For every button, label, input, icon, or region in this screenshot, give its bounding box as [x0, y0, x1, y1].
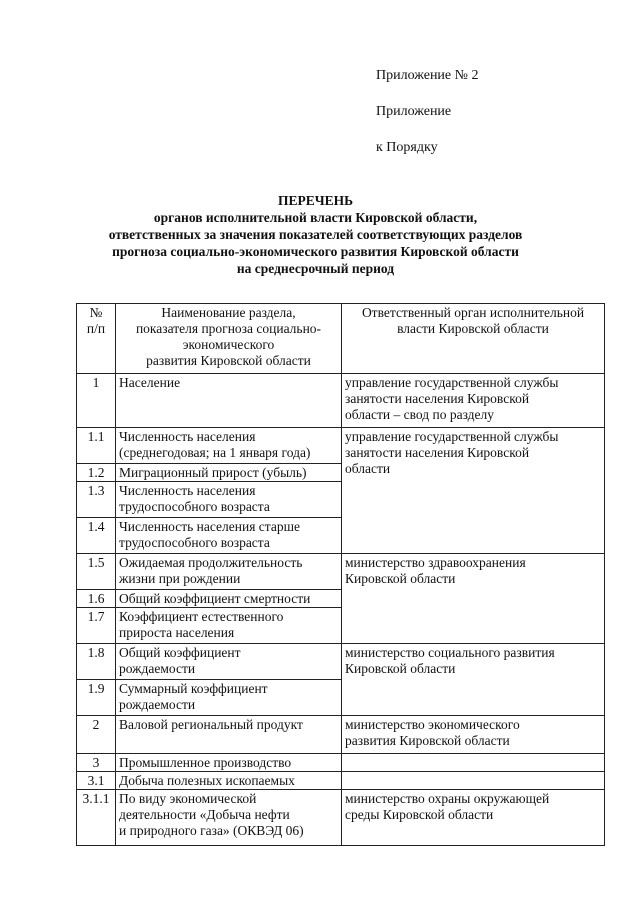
table-row: [77, 790, 605, 846]
header-text: развития Кировской области: [146, 353, 311, 368]
row-number: 1.9: [77, 680, 116, 716]
responsibility-table: [76, 303, 605, 846]
row-number: 1: [77, 374, 116, 428]
row-org-text: министерство экономического: [345, 717, 520, 732]
row-name-text: Население: [119, 375, 181, 390]
table-row: [77, 374, 605, 428]
table-row: [77, 554, 605, 590]
row-org-text: среды Кировской области: [345, 807, 494, 822]
row-org-text: развития Кировской области: [345, 733, 510, 748]
row-number: 1.8: [77, 644, 116, 680]
row-name-text: рождаемости: [119, 697, 196, 712]
table-row: [77, 716, 605, 754]
row-org-text: занятости населения Кировской: [345, 445, 530, 460]
row-name: [116, 754, 342, 772]
row-org-text: управление государственной службы: [345, 375, 559, 390]
row-name-text: деятельности «Добыча нефти: [119, 807, 290, 822]
row-name: [116, 374, 342, 428]
header-text: п/п: [86, 321, 106, 336]
row-name-text: прироста населения: [119, 625, 235, 640]
row-number: 3.1: [77, 772, 116, 790]
header-number-cell: [77, 304, 116, 374]
row-name: [116, 716, 342, 754]
row-name: [116, 608, 342, 644]
title-line: прогноза социально-экономического развития Кировской области: [112, 244, 519, 259]
row-org: [342, 790, 605, 846]
appendix-number: Приложение № 2: [376, 68, 479, 83]
row-org-text: министерство охраны окружающей: [345, 791, 550, 806]
row-name-text: жизни при рождении: [119, 571, 241, 586]
table-row: [77, 428, 605, 464]
row-name-text: Промышленное производство: [119, 755, 292, 770]
appendix-to-order: к Порядку: [376, 140, 438, 155]
row-number: 3: [77, 754, 116, 772]
row-org: [342, 754, 605, 772]
row-name-text: Численность населения: [119, 483, 256, 498]
row-name: [116, 590, 342, 608]
row-org-text: управление государственной службы: [345, 429, 559, 444]
row-org-text: министерство социального развития: [345, 645, 555, 660]
row-org: [342, 428, 605, 554]
header-org-cell: [342, 304, 605, 374]
row-name-text: Миграционный прирост (убыль): [119, 465, 307, 480]
row-org-text: области: [345, 461, 391, 476]
document-title: [0, 192, 631, 277]
header-text: №: [89, 305, 103, 320]
table-row: [77, 754, 605, 772]
table-header-row: [77, 304, 605, 374]
row-name: [116, 680, 342, 716]
row-name: [116, 644, 342, 680]
row-name: [116, 428, 342, 464]
row-number: 1.4: [77, 518, 116, 554]
row-name: [116, 464, 342, 482]
row-name: [116, 518, 342, 554]
row-name-text: трудоспособного возраста: [119, 499, 270, 514]
row-number: 2: [77, 716, 116, 754]
row-name-text: трудоспособного возраста: [119, 535, 270, 550]
row-name-text: Добыча полезных ископаемых: [119, 773, 295, 788]
row-org-text: Кировской области: [345, 571, 456, 586]
title-line: на среднесрочный период: [236, 261, 395, 276]
row-number: 1.6: [77, 590, 116, 608]
row-name-text: По виду экономической: [119, 791, 257, 806]
header-text: Наименование раздела,: [161, 305, 296, 320]
row-name-text: Общий коэффициент смертности: [119, 591, 311, 606]
row-name-text: Численность населения старше: [119, 519, 300, 534]
row-number: 1.3: [77, 482, 116, 518]
row-name-text: Коэффициент естественного: [119, 609, 284, 624]
row-name: [116, 772, 342, 790]
row-org-text: области – свод по разделу: [345, 407, 495, 422]
title-line: органов исполнительной власти Кировской области,: [153, 210, 478, 225]
row-org: [342, 644, 605, 716]
row-name-text: (среднегодовая; на 1 января года): [119, 445, 311, 460]
row-name: [116, 554, 342, 590]
row-name-text: Численность населения: [119, 429, 256, 444]
title-line: ответственных за значения показателей соответствующих разделов: [108, 227, 523, 242]
row-org-text: министерство здравоохранения: [345, 555, 526, 570]
table-row: [77, 644, 605, 680]
row-name-text: Суммарный коэффициент: [119, 681, 268, 696]
header-text: экономического: [182, 337, 275, 352]
header-text: власти Кировской области: [397, 321, 549, 336]
row-number: 1.2: [77, 464, 116, 482]
header-text: показателя прогноза социально-: [135, 321, 322, 336]
row-org-text: Кировской области: [345, 661, 456, 676]
row-name-text: Ожидаемая продолжительность: [119, 555, 303, 570]
row-name: [116, 482, 342, 518]
header-name-cell: [116, 304, 342, 374]
row-number: 3.1.1: [77, 790, 116, 846]
table-row: [77, 772, 605, 790]
appendix-label: Приложение: [376, 104, 452, 119]
header-text: Ответственный орган исполнительной: [361, 305, 585, 320]
row-org: [342, 772, 605, 790]
row-org: [342, 716, 605, 754]
row-name-text: Общий коэффициент: [119, 645, 241, 660]
row-number: 1.1: [77, 428, 116, 464]
row-org-text: занятости населения Кировской: [345, 391, 530, 406]
row-name-text: рождаемости: [119, 661, 196, 676]
title-heading: ПЕРЕЧЕНЬ: [277, 193, 354, 208]
row-number: 1.7: [77, 608, 116, 644]
row-name: [116, 790, 342, 846]
row-name-text: Валовой региональный продукт: [119, 717, 303, 732]
row-number: 1.5: [77, 554, 116, 590]
row-name-text: и природного газа» (ОКВЭД 06): [119, 823, 304, 838]
row-org: [342, 374, 605, 428]
row-org: [342, 554, 605, 644]
